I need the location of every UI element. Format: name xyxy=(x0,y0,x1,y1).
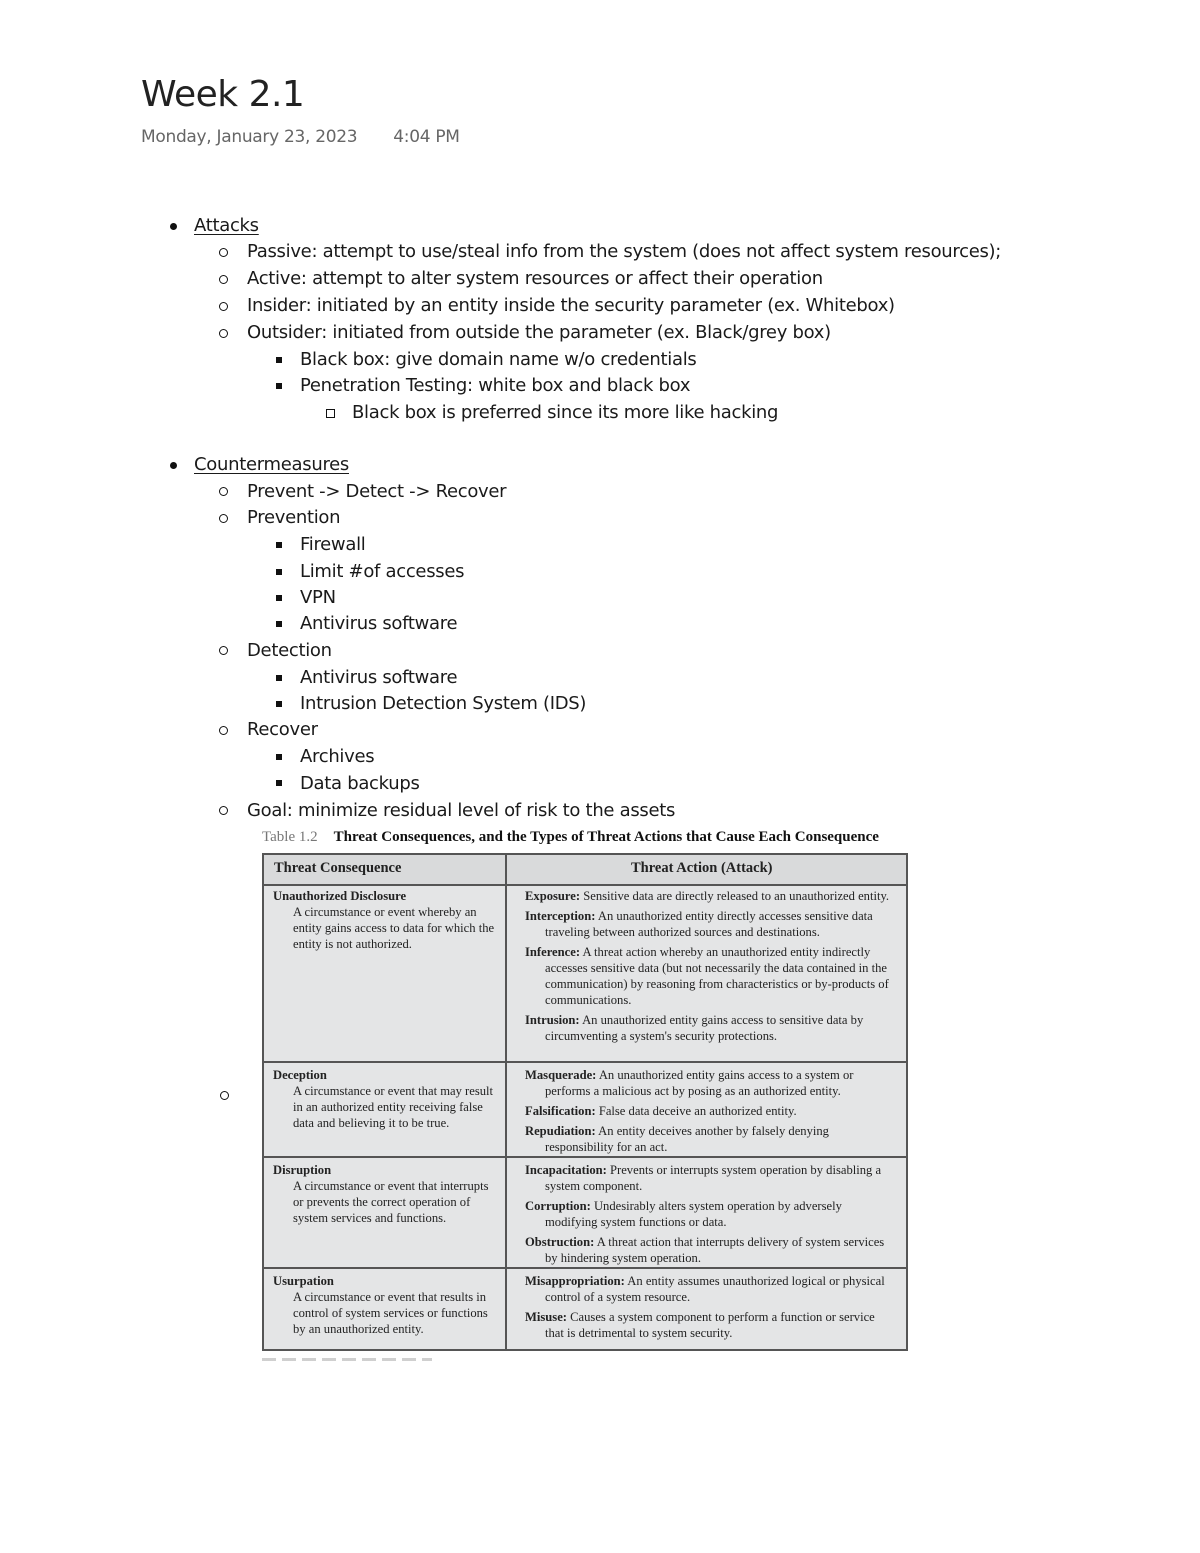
table-header-consequence: Threat Consequence xyxy=(274,860,402,876)
bullet-circle-icon xyxy=(219,726,228,735)
bullet-circle-icon xyxy=(219,329,228,338)
consequence-title: Disruption xyxy=(273,1163,332,1177)
threat-action: Obstruction: A threat action that interrupts delivery of system services by hindering system operation. xyxy=(525,1235,885,1265)
table-header-action: Threat Action (Attack) xyxy=(631,860,773,876)
table-row-actions xyxy=(525,1273,895,1345)
bullet-square-icon xyxy=(276,383,282,389)
bullet-square-icon xyxy=(276,701,282,707)
page-time: 4:04 PM xyxy=(393,127,460,147)
threat-action: Exposure: Sensitive data are directly released to an unauthorized entity. xyxy=(525,889,890,903)
cm-prevention-item: VPN xyxy=(300,587,336,608)
threat-action: Misuse: Causes a system component to perform a function or service that is detrimental to system security. xyxy=(525,1310,875,1340)
threat-action: Incapacitation: Prevents or interrupts system operation by disabling a system component. xyxy=(525,1163,882,1193)
threat-table xyxy=(262,853,908,1351)
table-row-consequence xyxy=(273,888,498,952)
attacks-heading: Attacks xyxy=(194,215,259,236)
bullet-circle-icon xyxy=(219,302,228,311)
bullet-disc-icon xyxy=(170,462,177,469)
bullet-circle-icon xyxy=(219,646,228,655)
table-caption-text: Threat Consequences, and the Types of Threat Actions that Cause Each Consequence xyxy=(333,829,879,845)
threat-action: Falsification: False data deceive an authorized entity. xyxy=(525,1104,797,1118)
threat-action: Repudiation: An entity deceives another by falsely denying responsibility for an act. xyxy=(525,1124,829,1154)
bullet-square-icon xyxy=(276,675,282,681)
cm-flow: Prevent -> Detect -> Recover xyxy=(247,481,507,502)
table-row-divider xyxy=(264,1061,906,1063)
bullet-disc-icon xyxy=(170,223,177,230)
table-number: Table 1.2 xyxy=(262,829,318,845)
table-row-consequence xyxy=(273,1067,498,1131)
consequence-desc: A circumstance or event that interrupts or prevents the correct operation of system services and functions. xyxy=(293,1179,489,1225)
page-meta xyxy=(141,127,460,147)
threat-action: Interception: An unauthorized entity directly accesses sensitive data traveling between authorized sources and destinations. xyxy=(525,909,873,939)
attack-active: Active: attempt to alter system resources or affect their operation xyxy=(247,268,823,289)
cm-prevention-item: Firewall xyxy=(300,534,366,555)
attack-passive: Passive: attempt to use/steal info from the system (does not affect system resources); xyxy=(247,241,1002,262)
countermeasures-heading: Countermeasures xyxy=(194,454,349,475)
threat-action: Inference: A threat action whereby an unauthorized entity indirectly accesses sensitive data (but not necessarily the data contained in the communication) by reasoning from characteristics or by-products of communications. xyxy=(525,945,889,1007)
cm-detection-item: Antivirus software xyxy=(300,667,458,688)
attack-outsider: Outsider: initiated from outside the parameter (ex. Black/grey box) xyxy=(247,322,831,343)
consequence-title: Unauthorized Disclosure xyxy=(273,889,407,903)
page-title: Week 2.1 xyxy=(141,74,305,115)
attack-black-box-preferred: Black box is preferred since its more like hacking xyxy=(352,402,779,423)
table-column-divider xyxy=(505,855,507,1349)
cm-recover-item: Data backups xyxy=(300,773,420,794)
cm-recover-item: Archives xyxy=(300,746,375,767)
cm-recover: Recover xyxy=(247,719,318,740)
consequence-desc: A circumstance or event whereby an entity gains access to data for which the entity is not authorized. xyxy=(293,905,495,951)
attack-pen-testing: Penetration Testing: white box and black box xyxy=(300,375,691,396)
cm-prevention-item: Limit #of accesses xyxy=(300,561,465,582)
cm-detection: Detection xyxy=(247,640,332,661)
table-row-actions xyxy=(525,1067,895,1159)
cm-prevention: Prevention xyxy=(247,507,341,528)
attack-black-box: Black box: give domain name w/o credentials xyxy=(300,349,697,370)
cm-goal: Goal: minimize residual level of risk to the assets xyxy=(247,800,676,821)
consequence-desc: A circumstance or event that results in control of system services or functions by an unauthorized entity. xyxy=(293,1290,488,1336)
bullet-circle-icon xyxy=(220,1091,229,1100)
table-header-row xyxy=(264,855,906,886)
cm-detection-item: Intrusion Detection System (IDS) xyxy=(300,693,587,714)
threat-action: Intrusion: An unauthorized entity gains access to sensitive data by circumventing a system's security protections. xyxy=(525,1013,864,1043)
bullet-circle-icon xyxy=(219,487,228,496)
consequence-desc: A circumstance or event that may result in an authorized entity receiving false data and believing it to be true. xyxy=(293,1084,494,1130)
bullet-square-icon xyxy=(276,780,282,786)
threat-action: Misappropriation: An entity assumes unauthorized logical or physical control of a system resource. xyxy=(525,1274,885,1304)
bullet-circle-icon xyxy=(219,806,228,815)
cm-prevention-item: Antivirus software xyxy=(300,613,458,634)
page-date: Monday, January 23, 2023 xyxy=(141,127,358,147)
bullet-square-icon xyxy=(276,569,282,575)
bullet-square-icon xyxy=(276,357,282,363)
consequence-title: Usurpation xyxy=(273,1274,334,1288)
threat-action: Corruption: Undesirably alters system operation by adversely modifying system functions or data. xyxy=(525,1199,842,1229)
table-caption xyxy=(262,829,912,846)
bullet-circle-icon xyxy=(219,514,228,523)
table-row-consequence xyxy=(273,1162,498,1226)
bullet-hollow-square-icon xyxy=(326,409,335,418)
consequence-title: Deception xyxy=(273,1068,327,1082)
bullet-square-icon xyxy=(276,754,282,760)
threat-action: Masquerade: An unauthorized entity gains access to a system or performs a malicious act by posing as an authorized entity. xyxy=(525,1068,854,1098)
bullet-circle-icon xyxy=(219,248,228,257)
bullet-square-icon xyxy=(276,595,282,601)
table-row-actions xyxy=(525,1162,895,1270)
table-row-consequence xyxy=(273,1273,498,1337)
bullet-circle-icon xyxy=(219,275,228,284)
attack-insider: Insider: initiated by an entity inside the security parameter (ex. Whitebox) xyxy=(247,295,895,316)
bullet-square-icon xyxy=(276,621,282,627)
table-source-line xyxy=(262,1358,432,1361)
table-row-actions xyxy=(525,888,895,1048)
bullet-square-icon xyxy=(276,542,282,548)
